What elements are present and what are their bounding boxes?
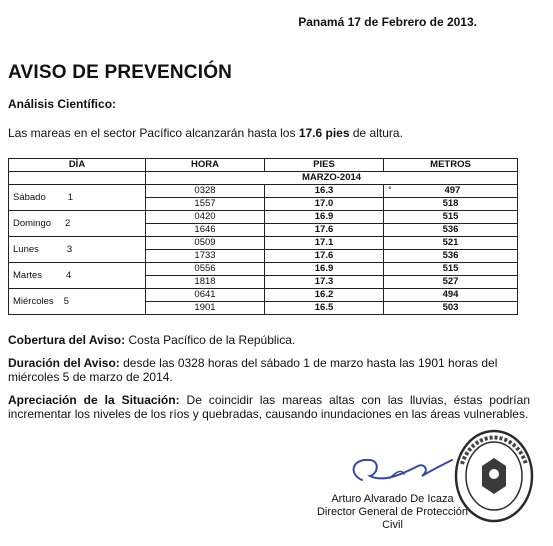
metros-cell: 503 [384,302,518,315]
day-name: Miércoles [13,295,54,307]
hora-cell: 1557 [146,198,265,211]
day-cell [9,185,146,211]
duracion-label: Duración del Aviso: [8,356,120,370]
month-row-spacer [9,172,146,185]
tide-table [8,158,518,315]
month-row [9,172,518,185]
page-title: AVISO DE PREVENCIÓN [8,62,233,83]
hora-cell: 1646 [146,224,265,237]
metros-cell: 521 [384,237,518,250]
column-header-hora: HORA [146,159,265,172]
day-number: 4 [66,269,72,281]
metros-cell: 515 [384,211,518,224]
cobertura-text: Costa Pacífico de la República. [125,333,296,347]
stray-mark: ° [388,185,392,196]
day-cell [9,263,146,289]
day-name: Lunes [13,243,39,255]
intro-text-after: de altura. [349,126,403,140]
day-name: Domingo [13,217,52,229]
metros-cell: 536 [384,224,518,237]
pies-cell: 17.3 [265,276,384,289]
pies-cell: 16.2 [265,289,384,302]
signatory-role: Director General de Protección [316,506,468,518]
day-number: 2 [65,217,71,229]
day-cell [9,211,146,237]
pies-cell: 17.6 [265,224,384,237]
pies-cell: 17.1 [265,237,384,250]
duracion-paragraph [8,356,528,384]
apreciacion-paragraph [8,393,530,421]
pies-cell: 16.3 [265,185,384,198]
hora-cell: 0641 [146,289,265,302]
metros-cell [384,185,518,198]
intro-highlight: 17.6 pies [298,126,350,140]
column-header-dia: DÍA [9,159,146,172]
metros-cell: 536 [384,250,518,263]
pies-cell: 17.6 [265,250,384,263]
signature-block [300,493,485,532]
signatory-name: Arturo Alvarado De Icaza [331,493,454,505]
hora-cell: 0556 [146,263,265,276]
tide-table-header-row [9,159,518,172]
day-number: 5 [63,295,69,307]
pies-cell: 16.9 [265,211,384,224]
pies-cell: 16.9 [265,263,384,276]
metros-cell: 494 [384,289,518,302]
table-row [9,211,518,224]
cobertura-paragraph [8,333,295,347]
intro-paragraph [8,126,403,140]
cobertura-label: Cobertura del Aviso: [8,333,126,347]
month-label: MARZO-2014 [146,172,518,185]
day-name: Martes [13,269,43,281]
metros-cell: 527 [384,276,518,289]
table-row [9,289,518,302]
document-date: Panamá 17 de Febrero de 2013. [298,15,477,29]
apreciacion-label: Apreciación de la Situación: [8,393,180,407]
pies-cell: 17.0 [265,198,384,211]
apreciacion-text: De coincidir las mareas altas con las lluvias, éstas podrían incrementar los niveles de los ríos y quebradas, causando inundaciones en las áreas vulnerables. [8,393,530,421]
hora-cell: 0420 [146,211,265,224]
hora-cell: 0328 [146,185,265,198]
signatory-role-cont: Civil [382,519,403,531]
day-number: 1 [67,191,74,203]
metros-value: 497 [444,185,461,196]
table-row [9,237,518,250]
day-cell [9,289,146,315]
table-row [9,263,518,276]
hora-cell: 0509 [146,237,265,250]
hora-cell: 1818 [146,276,265,289]
hora-cell: 1733 [146,250,265,263]
column-header-pies: PIES [265,159,384,172]
day-number: 3 [66,243,73,255]
duracion-text: desde las 0328 horas del sábado 1 de marzo hasta las 1901 horas del miércoles 5 de marzo de 2014. [8,356,498,384]
day-cell [9,237,146,263]
section-heading-analisis: Análisis Científico: [8,97,117,111]
metros-cell: 518 [384,198,518,211]
day-name: Sábado [13,191,46,203]
handwritten-signature [340,440,460,495]
table-row [9,185,518,198]
pies-cell: 16.5 [265,302,384,315]
metros-cell: 515 [384,263,518,276]
intro-text-before: Las mareas en el sector Pacífico alcanzarán hasta los [8,126,299,140]
hora-cell: 1901 [146,302,265,315]
column-header-metros: METROS [384,159,518,172]
